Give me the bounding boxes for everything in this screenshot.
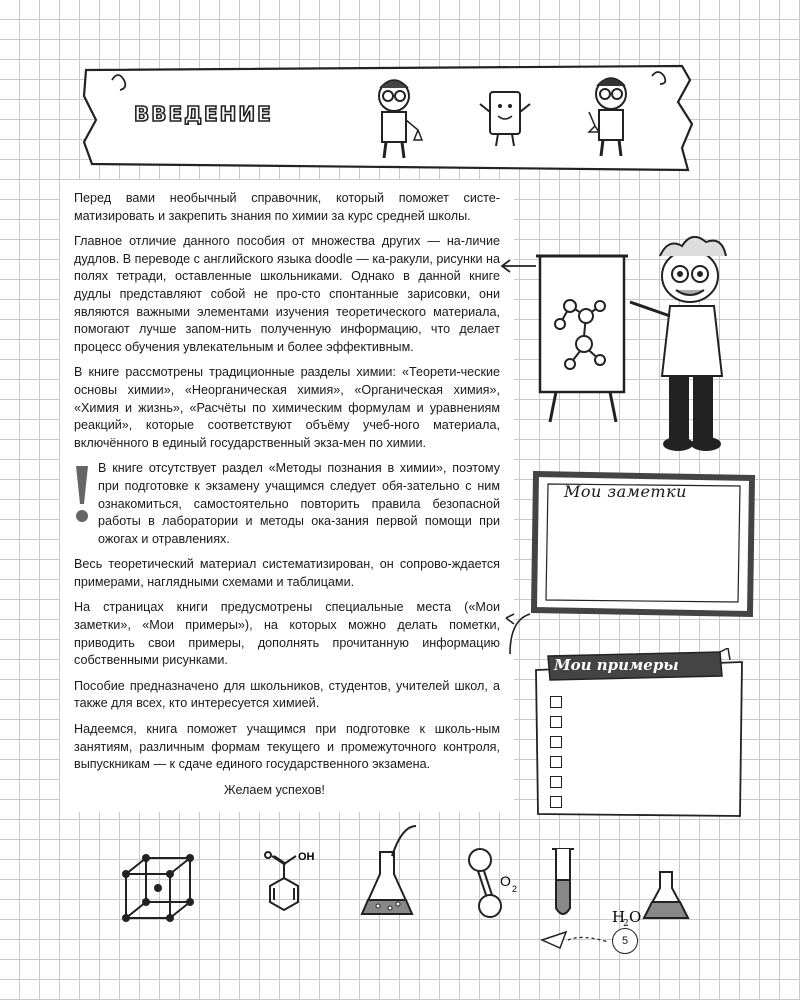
- exclamation-icon: [72, 464, 92, 524]
- paragraph: Весь теоретический материал систематизирован, он сопрово-ждается примерами, наглядными схемами и таблицами.: [74, 557, 500, 589]
- examples-box[interactable]: [528, 648, 754, 818]
- paragraph: В книге рассмотрены традиционные разделы химии: «Теорети-ческие основы химии», «Неорганическая химия», «Органическая химия», «Химия и жизнь», «Расчёты по химическим формулам и уравнениям реакций», которые соответствуют объёму учеб-ного материала, включённого в единый государственный экза-мен по химии.: [74, 365, 500, 450]
- oxygen-subscript: 2: [512, 884, 518, 894]
- benzoic-acid-icon: [254, 844, 334, 920]
- page-number: 5: [612, 928, 638, 954]
- page-title: ВВЕДЕНИЕ: [134, 102, 273, 126]
- oxygen-label: O: [500, 873, 511, 889]
- checkbox[interactable]: [550, 736, 562, 748]
- paragraph: Пособие предназначено для школьников, студентов, учителей школ, а также для всех, кто интересуется химией.: [74, 678, 500, 711]
- professor-illustration: [500, 236, 760, 466]
- flask-icon: [356, 822, 422, 922]
- water-h-label: H: [612, 908, 626, 926]
- important-note: [74, 460, 500, 548]
- closing-line: Желаем успехов!: [224, 782, 325, 797]
- checkbox[interactable]: [550, 776, 562, 788]
- test-tube-icon: [550, 846, 576, 920]
- notes-label: Мои заметки: [564, 482, 687, 501]
- header-banner: [82, 62, 694, 174]
- examples-label: Мои примеры: [554, 656, 679, 674]
- professor-icon: [630, 237, 726, 450]
- checkbox[interactable]: [550, 696, 562, 708]
- paragraph: Главное отличие данного пособия от множества других — на-личие дудлов. В переводе с английского языка doodle — ка-ракули, рисунки на полях тетради, оставленные школьниками. Однако в данной книге дудлы представляют собой не про-сто спонтанные зарисовки, они являются важными элементами изучения теоретического материала, помогают лучше запом-нить полученную информацию, что делает процесс обучения увлекательным и более эффективным.: [74, 234, 500, 354]
- crystal-lattice-icon: [120, 852, 196, 928]
- water-subscript: 2: [623, 919, 629, 928]
- paragraph: На страницах книги предусмотрены специальные места («Мои заметки», «Мои примеры»), на которых можно делать пометки, приводить свои примеры, дополнять прочитанную информацию собственными рисунками.: [74, 600, 500, 668]
- paragraph: Перед вами необычный справочник, который поможет систе-матизировать и закрепить знания по химии за курс средней школы.: [74, 191, 500, 223]
- checkbox[interactable]: [550, 716, 562, 728]
- oxygen-molecule-icon: [460, 846, 524, 922]
- checkbox[interactable]: [550, 756, 562, 768]
- checkbox[interactable]: [550, 796, 562, 808]
- intro-text-column: [60, 180, 514, 812]
- water-erlenmeyer-icon: [608, 868, 698, 928]
- oh-label: OH: [298, 851, 315, 863]
- paper-plane-icon: [540, 930, 612, 952]
- paragraph: Надеемся, книга поможет учащимся при подготовке к школь-ным занятиям, различным формам текущего и промежуточного контроля, выпускникам — к сдаче единого государственного экзамена.: [74, 722, 500, 772]
- water-o-label: O: [629, 908, 642, 926]
- notes-box[interactable]: [530, 468, 756, 618]
- paragraph: В книге отсутствует раздел «Методы познания в химии», поэтому при подготовке к экзамену учащимся следует обя-зательно с ним ознакомиться, самостоятельно повторить правила безопасной работы в лаборатории и методы ока-зания первой помощи при ожогах и отравлениях.: [98, 461, 500, 546]
